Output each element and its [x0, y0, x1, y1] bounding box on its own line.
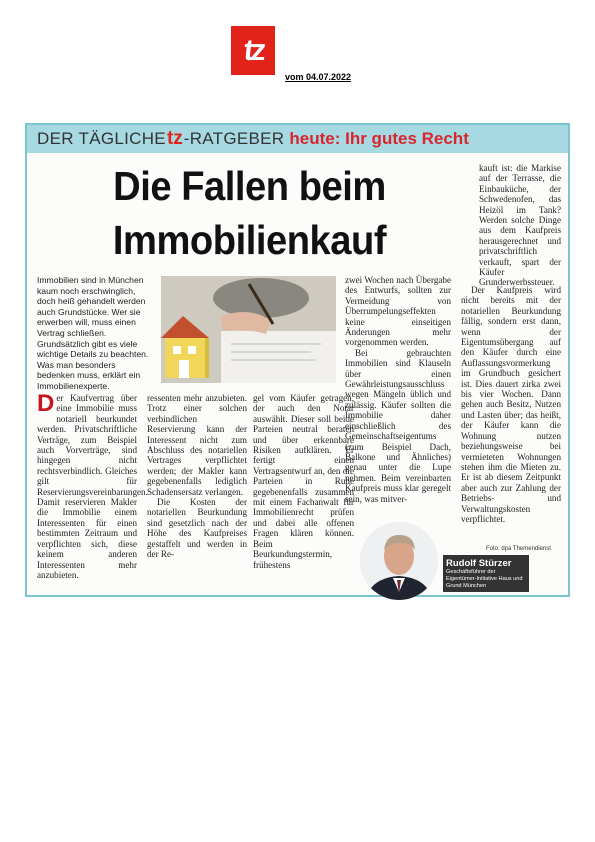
- series-suffix: -RATGEBER: [183, 129, 285, 148]
- column-6: [461, 285, 561, 524]
- column-2: [147, 393, 247, 560]
- drop-cap: D: [37, 390, 55, 417]
- column-4-para-1: zwei Wochen nach Übergabe des Entwurfs, sollten zur Vermeidung von Überrumpelungseffekten keine einseitigen Änderungen mehr vorgenommen werden.: [345, 275, 451, 348]
- column-5-text: kauft ist: die Markise auf der Terrasse, die Einbauküche, der Schwedenofen, das Heizöl im Tank? Werden solche Dinge aus dem Kaufpreis herausgerechnet und privatschriftlich verkauft, spart der Käufer Grunderwerbssteuer.: [479, 163, 561, 288]
- column-2-para-2: Die Kosten der notariellen Beurkundung sind gesetzlich nach der Höhe des Kaufpreises gestaffelt und werden in der Re-: [147, 497, 247, 560]
- headline-line-2: Immobilienkauf: [112, 217, 387, 263]
- expert-portrait: [360, 522, 438, 600]
- column-4-para-2: Bei gebrauchten Immobilien sind Klauseln über einen Gewährleistungsausschluss wegen Mängeln üblich und zulässig. Käufer sollten die Immobilie daher einschließlich des Gemeinschaftseigentums (zum Beispiel Dach, Balkone und Ähnliches) genau unter die Lupe nehmen. Beim vereinbarten Kaufpreis muss klar geregelt sein, was mitver-: [345, 347, 451, 504]
- headline-line-1: Die Fallen beim: [113, 163, 386, 209]
- column-2-para-1: ressenten mehr anzubieten. Trotz einer solchen verbindlichen Reservierung kann der Interessent nicht zum Abschluss des notariellen Vertrages verpflichtet werden; der Makler kann gegebenenfalls lediglich Schadensersatz verlangen.: [147, 393, 247, 497]
- series-topic: heute: Ihr gutes Recht: [289, 129, 469, 148]
- photo-credit: Foto: dpa Themendienst: [486, 546, 551, 552]
- series-header: [27, 125, 568, 153]
- column-6-text: Der Kaufpreis wird nicht bereits mit der notariellen Beurkundung fällig, sondern erst dann, wenn der Eigentumsübergang auf den Käufer durch eine Auflassungsvormerkung im Grundbuch gesichert ist. Dies dauert zirka zwei bis vier Wochen. Dann gehen auch Besitz, Nutzen und Lasten über; das heißt, der Käufer kann die Wohnung nutzen beziehungsweise bei vermieteten Wohnungen stehen ihm die Mieten zu. Er ist ab diesem Zeitpunkt aber auch zur Zahlung der Betriebs- und Verwaltungskosten verpflichtet.: [461, 285, 561, 524]
- intro-text: Immobilien sind in München kaum noch erschwinglich, doch heiß gehandelt werden auch Grundstücke. Wer sie erwerben will, muss einen Vertrag schließen. Grundsätzlich gibt es viele wichtige Details zu beachten. Was man besonders bedenken muss, erklärt ein Immobilienexperte.: [37, 275, 149, 391]
- expert-description: Geschäftsführer der Eigentümer-Initiative Haus und Grund München: [446, 569, 523, 589]
- house-contract-photo: [161, 276, 336, 383]
- tz-logo: [231, 26, 275, 75]
- expert-caption: [443, 555, 529, 592]
- column-1-text: er Kaufvertrag über eine Immobilie muss notariell beurkundet werden. Privatschriftliche Verträge, zum Beispiel auch Vorverträge, sind hingegen nicht rechtsverbindlich. Gleiches gilt für Reservierungsvereinbarungen. Damit reservieren Makler die Immobilie einem Interessenten für einen bestimmten Zeitraum und verpflichten sich, diese keinem anderen Interessenten mehr anzubieten.: [37, 393, 148, 580]
- publication-date: vom 04.07.2022: [285, 72, 352, 82]
- house-model-illustration: [161, 276, 336, 383]
- column-3-text: gel vom Käufer getragen, der auch den Notar auswählt. Dieser soll beide Parteien neutral beraten und über erkennbare Risiken aufklären. Er fertigt einen Vertragsentwurf an, den die Parteien in Ruhe gegebenenfalls zusammen mit einem Fachanwalt für Immobilienrecht prüfen und dabei alle offenen Fragen klären können. Beim Beurkundungstermin, frühestens: [253, 393, 354, 570]
- column-5: [479, 163, 561, 288]
- series-logo: tz: [166, 128, 183, 149]
- expert-name: Rudolf Stürzer: [446, 558, 512, 569]
- column-3: [253, 393, 354, 570]
- column-4: [345, 275, 451, 504]
- column-1: [37, 390, 148, 580]
- series-prefix: DER TÄGLICHE: [37, 129, 166, 148]
- article-box: [25, 123, 570, 597]
- person-portrait-icon: [360, 522, 438, 600]
- tz-logo-text: tz: [241, 33, 265, 67]
